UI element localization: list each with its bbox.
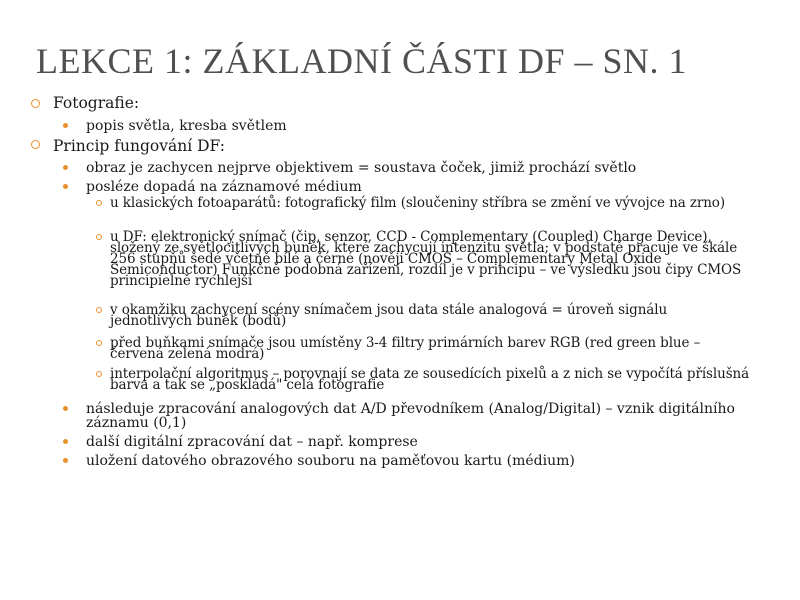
bullet-dot-icon bbox=[63, 165, 68, 170]
bullet-ring-small-icon bbox=[96, 307, 102, 313]
heading-princip: Princip fungování DF: bbox=[53, 137, 225, 155]
bullet-ring-small-icon bbox=[96, 371, 102, 377]
bullet-ring-small-icon bbox=[96, 200, 102, 206]
sub-list-item: v okamžiku zachycení scény snímačem jsou data stále analogová = úroveň signálu jednotlivých buněk (bodů) bbox=[110, 302, 668, 329]
bullet-dot-icon bbox=[63, 406, 68, 411]
bullet-ring-small-icon bbox=[96, 340, 102, 346]
slide-title: LEKCE 1: ZÁKLADNÍ ČÁSTI DF – SN. 1 bbox=[36, 41, 687, 81]
heading-fotografie: Fotografie: bbox=[53, 94, 140, 112]
sub-list-item: interpolační algoritmus – porovnají se data ze sousedících pixelů a z nich se vypočítá příslušná barva a tak se „poskládá" celá fotografie bbox=[110, 366, 750, 393]
list-item: následuje zpracování analogových dat A/D převodníkem (Analog/Digital) – vznik digitálního záznamu (0,1) bbox=[86, 401, 735, 431]
bullet-dot-icon bbox=[63, 439, 68, 444]
list-item: další digitální zpracování dat – např. komprese bbox=[86, 434, 418, 450]
bullet-dot-icon bbox=[63, 123, 68, 128]
bullet-ring-small-icon bbox=[96, 234, 102, 240]
bullet-ring-icon bbox=[31, 99, 40, 108]
bullet-dot-icon bbox=[63, 458, 68, 463]
sub-list-item: u klasických fotoaparátů: fotografický film (sloučeniny stříbra se změní ve vývojce na zrno) bbox=[110, 195, 726, 211]
bullet-dot-icon bbox=[63, 184, 68, 189]
list-item: popis světla, kresba světlem bbox=[86, 118, 287, 134]
bullet-ring-icon bbox=[31, 140, 40, 149]
list-item: obraz je zachycen nejprve objektivem = soustava čoček, jimiž prochází světlo bbox=[86, 160, 637, 176]
list-item: uložení datového obrazového souboru na paměťovou kartu (médium) bbox=[86, 453, 575, 469]
list-item: posléze dopadá na záznamové médium bbox=[86, 179, 362, 195]
sub-list-item: u DF: elektronický snímač (čip, senzor, CCD - Complementary (Coupled) Charge Device), složený ze světlocitlivých buněk, které zachycují intenzitu světla; v podstatě pracuje ve škále 256 stupňů šedé včetně bílé a černé (nověji CMOS – Complementary Metal Oxide Semiconductor) Funkčně podobná zařízení, rozdíl je v principu – ve výsledku jsou čipy CMOS principielně rychlejší bbox=[110, 229, 742, 289]
sub-list-item: před buňkami snímače jsou umístěny 3-4 filtry primárních barev RGB (red green blue – červená zelená modrá) bbox=[110, 335, 701, 362]
